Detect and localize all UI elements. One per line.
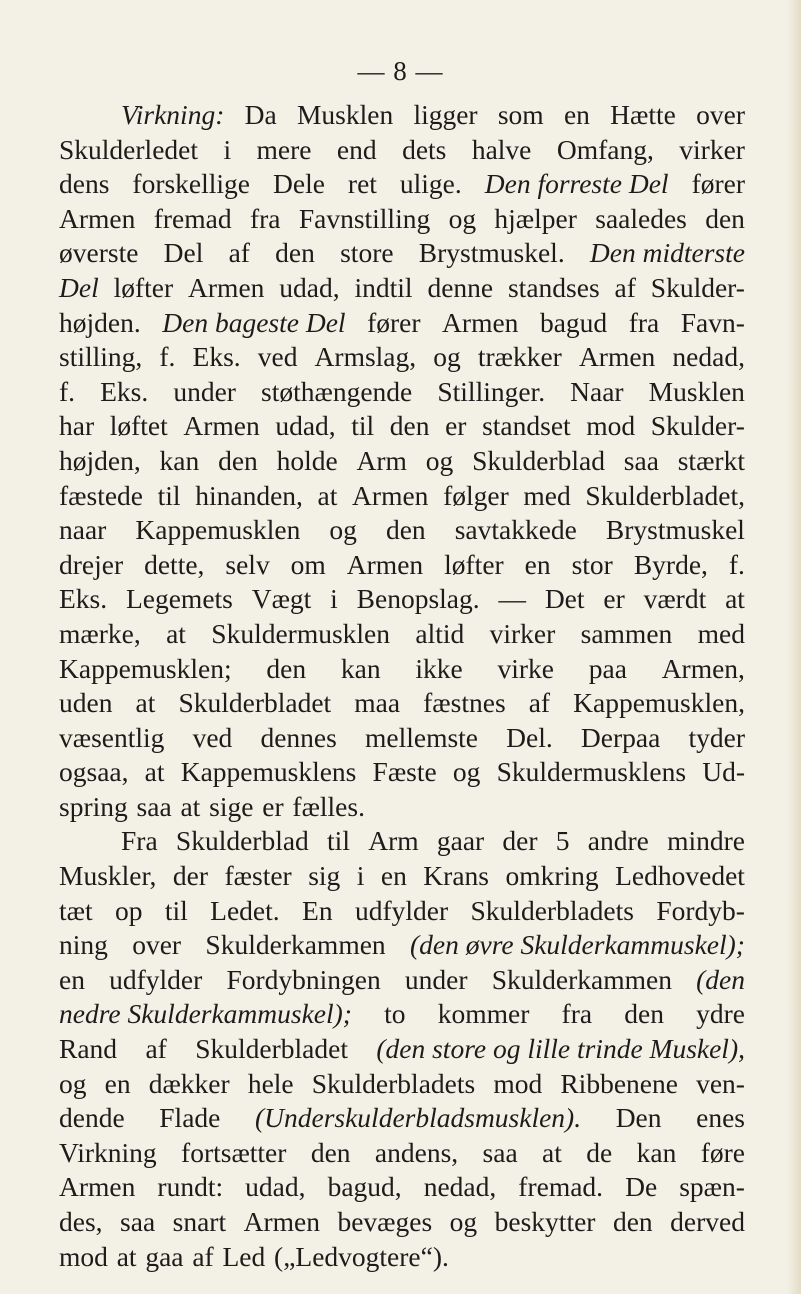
text-line	[59, 1240, 745, 1275]
word: fæster	[224, 860, 292, 892]
word: ven-	[696, 1067, 745, 1099]
word: og	[452, 756, 481, 788]
word: dette,	[144, 548, 205, 580]
word: mod	[493, 1067, 543, 1099]
word: dets	[402, 133, 447, 165]
word: har	[59, 410, 95, 442]
word: mere	[256, 133, 312, 165]
word: f.	[59, 375, 76, 407]
text-line	[59, 548, 745, 583]
word: mærke,	[59, 617, 141, 649]
word: sige	[209, 790, 254, 822]
word: at	[135, 687, 156, 719]
word: to	[384, 998, 406, 1030]
word: Byrde,	[633, 548, 708, 580]
word: af	[614, 271, 636, 303]
word: Krans	[423, 860, 489, 892]
word: des,	[59, 1206, 103, 1237]
word: Ledhovedet	[615, 860, 745, 892]
word: trækker	[477, 341, 562, 373]
word: snart	[172, 1206, 227, 1237]
word: Hætte	[610, 99, 676, 130]
word: saa	[482, 1136, 518, 1168]
word: andens,	[374, 1136, 459, 1168]
word: standset	[482, 410, 571, 442]
word: ved	[257, 341, 298, 373]
word: med	[697, 617, 745, 649]
word: en	[524, 548, 551, 580]
page-edge-shadow	[787, 0, 801, 1294]
word: Kappemusklen	[135, 514, 301, 546]
word: Armen	[243, 1206, 320, 1237]
italic-word: Den bageste Del	[162, 306, 346, 338]
word: paa	[588, 652, 627, 684]
word: fra	[628, 306, 660, 338]
text-line	[59, 444, 745, 479]
word: beskytter	[494, 1206, 596, 1237]
text-line	[59, 894, 745, 929]
word: bagud,	[327, 1171, 402, 1203]
italic-word: Den midterste	[589, 237, 745, 269]
word: savtakkede	[454, 514, 577, 546]
word: Skulderbladet	[195, 1033, 348, 1065]
word: sammen	[580, 617, 673, 649]
word: rundt:	[157, 1171, 224, 1203]
word: den	[624, 998, 664, 1030]
word: i	[356, 860, 365, 892]
text-line	[59, 617, 745, 652]
word: derved	[670, 1206, 745, 1237]
word: til	[157, 479, 181, 511]
word: føre	[700, 1136, 745, 1168]
word: tyder	[688, 721, 745, 753]
word: drejer	[59, 548, 124, 580]
word: Skulder-	[650, 410, 745, 442]
text-line	[59, 790, 745, 825]
word: Derpaa	[580, 721, 661, 753]
word: over	[696, 99, 745, 130]
word: af	[192, 1240, 214, 1272]
text-line	[59, 755, 745, 790]
word: med	[523, 479, 571, 511]
word: stærkt	[677, 444, 745, 476]
word: spring	[59, 790, 128, 822]
word: dende	[59, 1102, 125, 1134]
word: fremad	[153, 202, 232, 234]
word: dennes	[260, 721, 337, 753]
word: Favnstilling	[298, 202, 431, 234]
word: nedad,	[672, 341, 745, 373]
word: ikke	[415, 652, 463, 684]
word: der	[502, 825, 538, 857]
word: Brystmuskel	[605, 514, 745, 546]
word: til	[351, 410, 375, 442]
word: mod	[59, 1240, 108, 1272]
word: fortsætter	[181, 1136, 287, 1168]
word: hinanden,	[195, 479, 303, 511]
text-line	[59, 236, 745, 271]
word: og	[448, 202, 477, 234]
word: Rand	[59, 1033, 118, 1065]
word: en	[563, 99, 590, 130]
text-line	[59, 133, 745, 168]
word: fælles.	[292, 790, 365, 822]
word: Armen	[183, 410, 260, 442]
word: til	[327, 825, 350, 857]
word: til	[164, 894, 188, 926]
italic-word: Virkning:	[121, 99, 225, 130]
italic-word: (den store og lille trinde Muskel),	[376, 1033, 745, 1065]
word: kan	[159, 444, 200, 476]
word: den	[310, 1136, 351, 1168]
word: Ud-	[702, 756, 745, 788]
word: ulige.	[399, 168, 462, 200]
word: Musklen	[296, 99, 394, 130]
word: saaledes	[595, 202, 687, 234]
word: den	[705, 202, 745, 234]
word: Skulderledet	[59, 133, 198, 165]
word: løfter	[444, 548, 504, 580]
word: Armen,	[661, 652, 745, 684]
word: indtil	[354, 271, 413, 303]
word: kan	[340, 652, 381, 684]
text-line	[59, 375, 745, 410]
word: uden	[59, 687, 113, 719]
word: („Ledvogtere“).	[274, 1240, 449, 1272]
word: løftet	[109, 410, 168, 442]
word: Skulderblad	[472, 444, 605, 476]
word: tæt	[59, 894, 93, 926]
word: højden.	[59, 306, 141, 338]
word: saa	[623, 444, 659, 476]
italic-word: nedre Skulderkammuskel);	[59, 998, 352, 1030]
word: Skulderkammen	[205, 929, 386, 961]
word: forskellige	[132, 168, 251, 200]
word: op	[115, 894, 143, 926]
word: den	[389, 410, 430, 442]
text-line	[59, 721, 745, 756]
word: udad,	[245, 1171, 306, 1203]
word: Legemets	[125, 583, 233, 615]
word: gaa	[145, 1240, 184, 1272]
word: Fra	[121, 825, 158, 857]
word: i	[223, 133, 232, 165]
word: virker	[679, 133, 745, 165]
word: Ribbenene	[560, 1067, 678, 1099]
text-line	[59, 1032, 745, 1067]
word: at	[317, 479, 338, 511]
word: at	[542, 1136, 562, 1168]
text-line	[59, 963, 745, 998]
word: Flade	[159, 1102, 221, 1134]
word: kommer	[437, 998, 530, 1030]
word: udad,	[275, 410, 336, 442]
word: 5	[555, 825, 570, 857]
word: Armen	[59, 202, 136, 234]
text-line	[59, 1101, 745, 1136]
text-line	[59, 409, 745, 444]
word: fra	[561, 998, 593, 1030]
word: Benopslag.	[356, 583, 480, 615]
word: Skulderbladets	[470, 894, 634, 926]
word: bevæges	[337, 1206, 433, 1237]
word: Ledet.	[210, 894, 280, 926]
word: den	[218, 444, 258, 476]
word: værdt	[643, 583, 707, 615]
word: Fæste	[372, 756, 437, 788]
word: gaar	[436, 825, 485, 857]
word: Da	[244, 99, 277, 130]
word: Skuldermusklens	[496, 756, 687, 788]
word: Kappemusklens	[180, 756, 357, 788]
word: støthængende	[261, 375, 413, 407]
word: Den	[615, 1102, 662, 1134]
word: fæstede	[59, 479, 144, 511]
word: halve	[471, 133, 532, 165]
word: selv	[225, 548, 270, 580]
word: ogsaa,	[59, 756, 129, 788]
text-line	[59, 479, 745, 514]
word: spæn-	[679, 1171, 745, 1203]
word: Skulder-	[650, 271, 745, 303]
word: Skuldermusklen	[211, 617, 391, 649]
word: af	[528, 687, 551, 719]
word: end	[336, 133, 377, 165]
word: Del	[163, 237, 204, 269]
word: Dele	[273, 168, 325, 200]
text-line	[59, 1136, 745, 1171]
word: en	[104, 1067, 131, 1099]
word: under	[173, 375, 236, 407]
word: bagud	[539, 306, 608, 338]
word: højden,	[59, 444, 141, 476]
italic-word: Del	[59, 271, 99, 303]
word: er	[603, 583, 625, 615]
word: denne	[427, 271, 494, 303]
word: er	[262, 790, 284, 822]
word: En	[302, 894, 333, 926]
word: ydre	[696, 998, 745, 1030]
word: sig	[308, 860, 341, 892]
word: —	[498, 583, 526, 615]
text-line	[59, 652, 745, 687]
italic-word: Den forreste Del	[484, 168, 669, 200]
word: Virkning	[59, 1136, 157, 1168]
italic-word: (Underskulderbladsmusklen).	[254, 1102, 582, 1134]
word: fører	[367, 306, 421, 338]
word: Eks.	[100, 375, 149, 407]
word: den	[385, 514, 426, 546]
word: øverste	[59, 237, 139, 269]
word: væsentlig	[59, 721, 165, 753]
word: der	[172, 860, 209, 892]
italic-word: (den øvre Skulderkammuskel);	[410, 929, 745, 961]
word: Stillinger.	[437, 375, 546, 407]
word: fører	[691, 168, 745, 200]
word: ved	[192, 721, 233, 753]
word: virker	[489, 617, 556, 649]
word: Skulderbladet	[178, 687, 332, 719]
word: Fordyb-	[656, 894, 745, 926]
word: at	[116, 1240, 137, 1272]
word: at	[166, 617, 186, 649]
word: over	[132, 929, 182, 961]
word: og	[59, 1067, 87, 1099]
text-line	[59, 582, 745, 617]
body-text	[59, 98, 745, 1274]
word: Armen	[578, 341, 656, 373]
word: og	[449, 1206, 478, 1237]
word: Arm	[368, 825, 419, 857]
word: Kappemusklen;	[59, 652, 232, 684]
word: nedad,	[423, 1171, 497, 1203]
word: Led	[222, 1240, 266, 1272]
word: Eks.	[59, 583, 108, 615]
word: udfylder	[109, 963, 203, 995]
word: er	[445, 410, 467, 442]
text-line	[59, 98, 745, 133]
word: Skulderbladet,	[585, 479, 745, 511]
word: Skulderkammen	[491, 963, 672, 995]
word: udad,	[279, 271, 340, 303]
word: saa	[136, 790, 172, 822]
word: Armen	[346, 548, 424, 580]
page-number: — 8 —	[357, 56, 444, 86]
word: en	[380, 860, 407, 892]
word: Fordybningen	[226, 963, 381, 995]
word: de	[586, 1136, 613, 1168]
word: følger	[443, 479, 509, 511]
word: De	[625, 1171, 658, 1203]
text-line	[59, 686, 745, 721]
text-line	[59, 997, 745, 1032]
text-line	[59, 824, 745, 859]
word: og	[329, 514, 357, 546]
word: stilling,	[59, 341, 143, 373]
word: som	[497, 99, 544, 130]
word: Del.	[506, 721, 553, 753]
word: og	[433, 341, 461, 373]
text-line	[59, 167, 745, 202]
word: Omfang,	[556, 133, 654, 165]
word: at	[180, 790, 201, 822]
word: den	[275, 237, 315, 269]
word: af	[228, 237, 250, 269]
word: Eks.	[192, 341, 241, 373]
word: maa	[354, 687, 401, 719]
word: og	[425, 444, 454, 476]
word: i	[330, 583, 338, 615]
word: ligger	[413, 99, 478, 130]
word: den	[612, 1206, 653, 1237]
word: mod	[586, 410, 636, 442]
text-line	[59, 513, 745, 548]
word: Armen	[59, 1171, 136, 1203]
word: Kappemusklen,	[573, 687, 745, 719]
word: fra	[249, 202, 281, 234]
word: Skulderbladets	[311, 1067, 476, 1099]
word: mindre	[667, 825, 745, 857]
text-line	[59, 1170, 745, 1205]
word: hele	[247, 1067, 294, 1099]
word: Arm	[356, 444, 407, 476]
word: ret	[347, 168, 377, 200]
word: f.	[159, 341, 176, 373]
word: den	[266, 652, 307, 684]
word: en	[59, 963, 85, 995]
text-line	[59, 340, 745, 375]
word: udfylder	[354, 894, 449, 926]
word: f.	[728, 548, 745, 580]
word: kan	[636, 1136, 677, 1168]
word: enes	[696, 1102, 745, 1134]
word: om	[290, 548, 326, 580]
word: Armen	[188, 271, 265, 303]
text-line	[59, 306, 745, 341]
text-line	[59, 928, 745, 963]
word: under	[404, 963, 468, 995]
word: løfter	[113, 271, 174, 303]
word: at	[144, 756, 165, 788]
italic-word: (den	[696, 963, 745, 995]
word: dens	[59, 168, 110, 200]
word: standses	[507, 271, 600, 303]
word: Det	[544, 583, 585, 615]
word: store	[340, 237, 394, 269]
word: naar	[59, 514, 107, 546]
word: saa	[120, 1206, 156, 1237]
word: Brystmuskel.	[418, 237, 565, 269]
word: stor	[571, 548, 613, 580]
text-line	[59, 859, 745, 894]
word: at	[725, 583, 745, 615]
word: af	[145, 1033, 167, 1065]
text-line	[59, 1205, 745, 1240]
text-line	[59, 271, 745, 306]
word: andre	[587, 825, 649, 857]
word: Musklen	[648, 375, 745, 407]
word: Armen	[352, 479, 429, 511]
word: Naar	[570, 375, 624, 407]
text-line	[59, 202, 745, 237]
word: Favn-	[680, 306, 745, 338]
word: virke	[497, 652, 554, 684]
word: Muskler,	[59, 860, 157, 892]
word: Armslag,	[314, 341, 417, 373]
word: fremad.	[518, 1171, 604, 1203]
word: ning	[59, 929, 108, 961]
word: altid	[415, 617, 465, 649]
word: fæstnes	[423, 687, 506, 719]
word: dækker	[148, 1067, 230, 1099]
word: mellemste	[364, 721, 479, 753]
word: Armen	[442, 306, 519, 338]
word: Vægt	[251, 583, 312, 615]
word: Skulderblad	[175, 825, 309, 857]
text-line	[59, 1067, 745, 1102]
word: hjælper	[494, 202, 577, 234]
word: omkring	[505, 860, 599, 892]
word: holde	[276, 444, 338, 476]
